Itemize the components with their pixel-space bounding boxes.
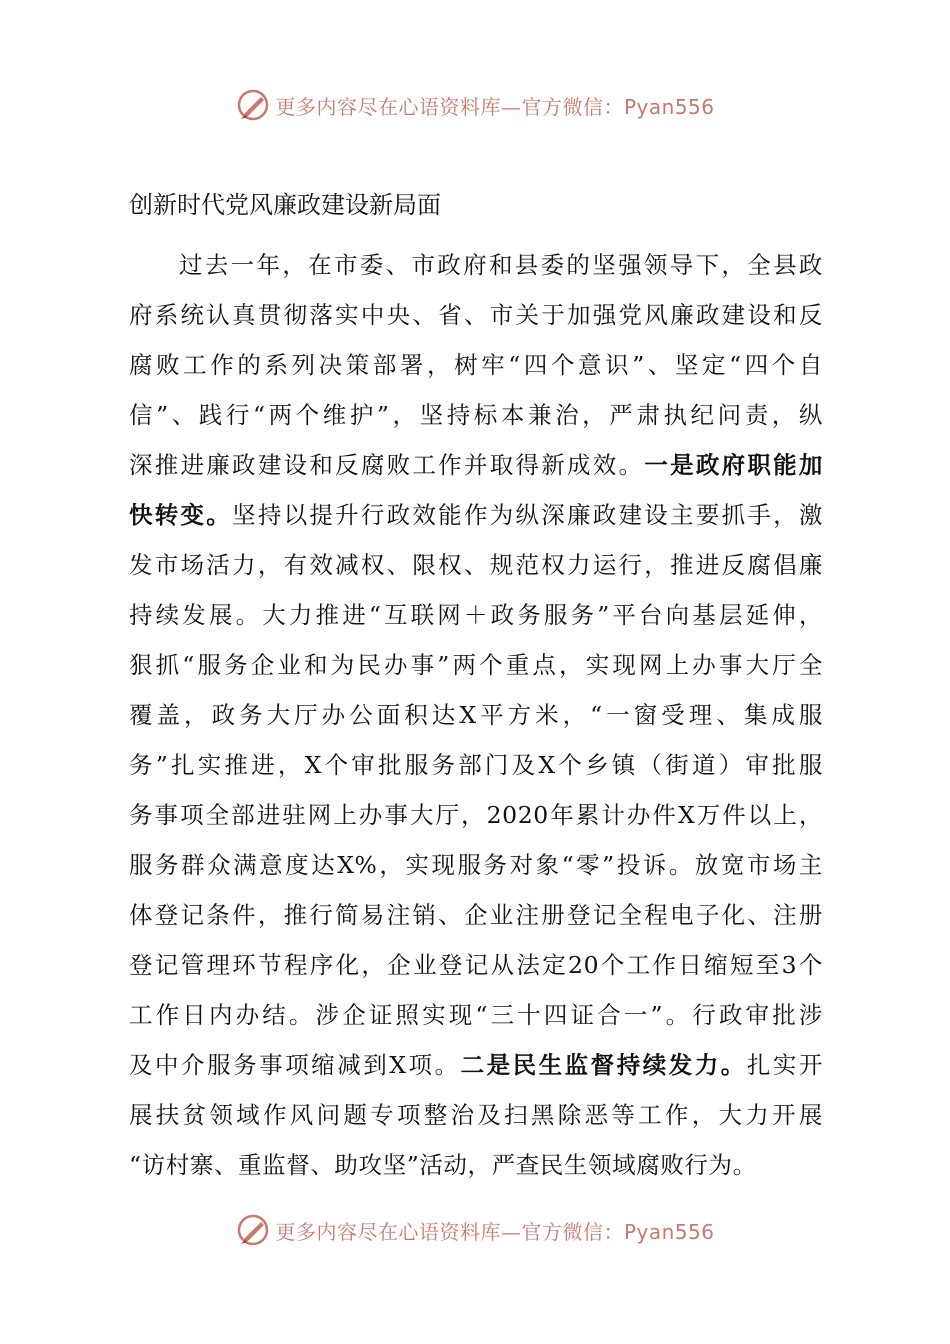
text-line <box>129 640 823 690</box>
line-text: 持续发展。大力推进“互联网＋政务服务”平台向基层延伸， <box>129 601 823 629</box>
text-line <box>129 440 823 490</box>
line-text: “访村寨、重监督、助攻坚”活动，严查民生领域腐败行为。 <box>129 1151 757 1179</box>
line-text: 府系统认真贯彻落实中央、省、市关于加强党风廉政建设和反 <box>129 301 823 329</box>
watermark-text: 更多内容尽在心语资料库—官方微信：Pyan556 <box>275 1219 715 1244</box>
line-text: 务事项全部进驻网上办事大厅，2020年累计办件X万件以上， <box>129 801 823 829</box>
line-text: 深推进廉政建设和反腐败工作并取得新成效。 <box>129 451 645 479</box>
text-line <box>129 840 823 890</box>
line-text: 登记管理环节程序化，企业登记从法定20个工作日缩短至3个 <box>129 951 823 979</box>
text-line <box>129 890 823 940</box>
pen-logo-icon <box>235 87 271 123</box>
body-paragraph <box>129 240 823 1190</box>
line-text: 坚持以提升行政效能作为纵深廉政建设主要抓手，激 <box>232 501 823 529</box>
bold-heading-text: 一是政府职能加 <box>644 451 823 479</box>
page-title: 创新时代党风廉政建设新局面 <box>129 191 441 219</box>
text-line <box>129 1090 823 1140</box>
text-line <box>129 490 823 540</box>
bold-heading-text: 快转变。 <box>129 501 233 529</box>
line-text: 展扶贫领域作风问题专项整治及扫黑除恶等工作，大力开展 <box>129 1101 823 1129</box>
text-line <box>129 290 823 340</box>
text-line <box>129 790 823 840</box>
text-line <box>129 1140 823 1190</box>
line-text: 过去一年，在市委、市政府和县委的坚强领导下，全县政 <box>179 251 823 279</box>
watermark-header <box>0 85 950 125</box>
text-line <box>129 940 823 990</box>
text-line <box>129 540 823 590</box>
line-text: 腐败工作的系列决策部署，树牢“四个意识”、坚定“四个自 <box>129 351 823 379</box>
text-line <box>129 390 823 440</box>
line-text: 工作日内办结。涉企证照实现“三十四证合一”。行政审批涉 <box>129 1001 823 1029</box>
pen-logo-icon <box>235 1212 271 1248</box>
line-text: 体登记条件，推行简易注销、企业注册登记全程电子化、注册 <box>129 901 823 929</box>
line-text: 狠抓“服务企业和为民办事”两个重点，实现网上办事大厅全 <box>129 651 823 679</box>
line-text: 信”、践行“两个维护”，坚持标本兼治，严肃执纪问责，纵 <box>129 401 823 429</box>
text-line <box>129 340 823 390</box>
text-line <box>129 1040 823 1090</box>
bold-heading-text: 二是民生监督持续发力。 <box>460 1051 747 1079</box>
line-text: 及中介服务事项缩减到X项。 <box>129 1051 461 1079</box>
watermark-footer <box>0 1210 950 1250</box>
text-line <box>129 240 823 290</box>
line-text: 务”扎实推进，X个审批服务部门及X个乡镇（街道）审批服 <box>129 751 823 779</box>
text-line <box>129 690 823 740</box>
watermark-text: 更多内容尽在心语资料库—官方微信：Pyan556 <box>275 94 715 119</box>
line-text: 覆盖，政务大厅办公面积达X平方米，“一窗受理、集成服 <box>129 701 823 729</box>
text-line <box>129 740 823 790</box>
text-line <box>129 990 823 1040</box>
line-text: 发市场活力，有效减权、限权、规范权力运行，推进反腐倡廉 <box>129 551 823 579</box>
line-text: 扎实开 <box>746 1051 823 1079</box>
line-text: 服务群众满意度达X%，实现服务对象“零”投诉。放宽市场主 <box>129 851 823 879</box>
text-line <box>129 590 823 640</box>
